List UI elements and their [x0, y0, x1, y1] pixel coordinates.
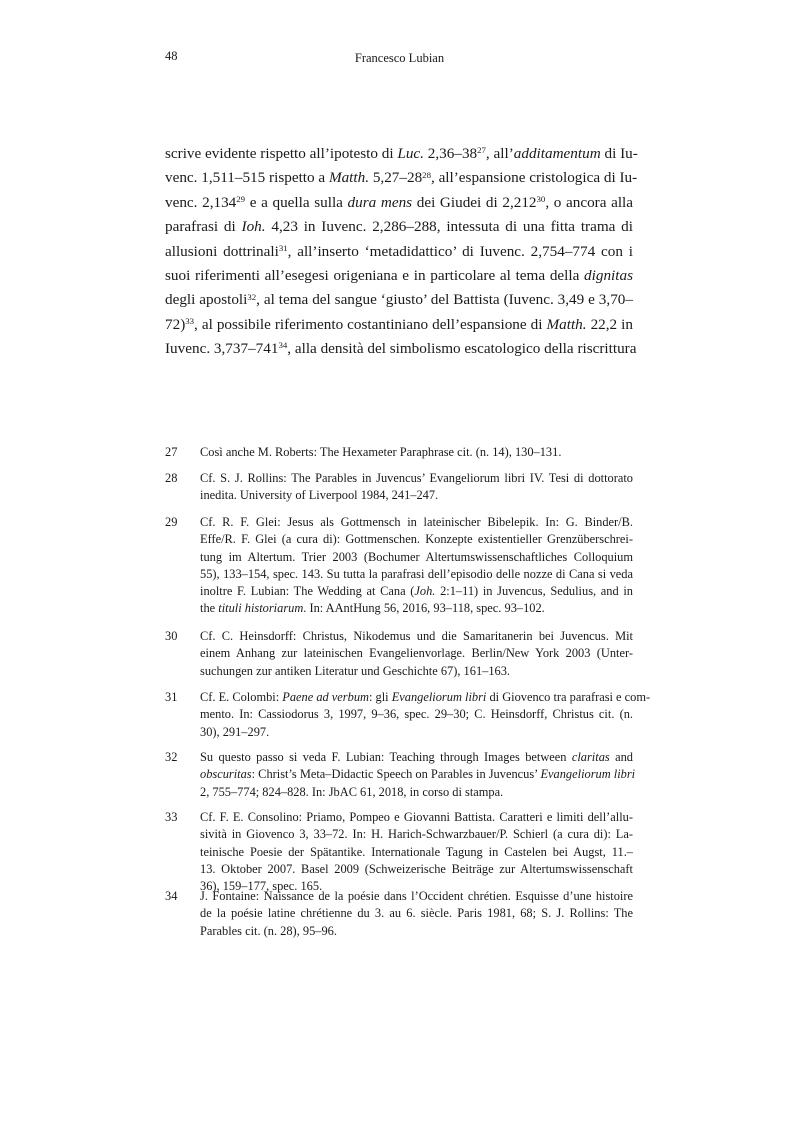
footnote-text	[200, 749, 636, 801]
text-line	[200, 724, 633, 741]
text-line	[200, 566, 633, 583]
text-run: 22,2 in	[586, 315, 633, 333]
body-paragraph	[165, 142, 638, 362]
italic-text: dura mens	[347, 193, 413, 211]
text-run: Su questo passo si veda F. Lubian: Teaching through Images between	[200, 750, 572, 764]
text-run: scrive evidente rispetto all’ipotesto di	[165, 145, 398, 162]
text-run: tung im Altertum. Trier 2003 (Bochumer Altertumswissenschaftliches Colloquium	[200, 549, 633, 564]
text-run: suoi riferimenti all’esegesi origeniana e in particolare al tema della	[165, 266, 585, 284]
text-run: . In: AAntHung 56, 2016, 93–118, spec. 93–102.	[303, 601, 545, 616]
text-line	[200, 766, 636, 783]
italic-text: Joh.	[414, 584, 436, 599]
text-run: e a quella sulla	[245, 193, 348, 211]
footnote-number: 34	[165, 889, 178, 903]
text-run: Cf. S. J. Rollins: The Parables in Juvencus’ Evangeliorum libri IV. Tesi di dottorato	[200, 471, 633, 485]
text-run: Effe/R. F. Glei (a cura di): Gottmenschen. Konzepte existentieller Grenzüberschrei-	[200, 532, 633, 547]
text-line	[200, 905, 633, 922]
italic-text: Luc.	[397, 145, 424, 162]
text-run: suchungen zur antiken Literatur und Geschichte 67), 161–163.	[200, 663, 511, 678]
italic-text: claritas	[571, 750, 610, 764]
italic-text: Matth.	[546, 315, 587, 333]
text-line	[165, 288, 633, 312]
text-line	[200, 645, 633, 662]
text-run: sività in Giovenco 3, 33–72. In: H. Harich-Schwarzbauer/P. Schierl (a cura di): La-	[200, 827, 633, 842]
text-line	[200, 628, 633, 645]
text-run: 30), 291–297.	[200, 724, 270, 739]
text-run: parafrasi di	[165, 218, 242, 236]
footnote-text	[200, 470, 633, 505]
text-run: Parables cit. (n. 28), 95–96.	[200, 923, 337, 938]
text-run: , o ancora alla	[545, 193, 634, 211]
text-run: 4,23 in Iuvenc. 2,286–288, intessuta di una fitta trama di	[265, 218, 634, 236]
footnote-text	[200, 514, 633, 618]
text-run: , al possibile riferimento costantiniano dell’espansione di	[194, 315, 547, 333]
text-run: 2:1–11) in Juvencus, Sedulius, and in	[435, 584, 633, 599]
text-run: Cf. F. E. Consolino: Priamo, Pompeo e Giovanni Battista. Caratteri e limiti dell’allu-	[200, 810, 633, 824]
text-run: J. Fontaine: Naissance de la poésie dans l’Occident chrétien. Esquisse d’une histoire	[200, 889, 633, 903]
footnote-number: 28	[165, 471, 178, 485]
text-run: 2,36–38	[423, 145, 478, 162]
footnote-ref: 28	[422, 169, 431, 180]
text-run: Iuvenc. 3,737–741	[165, 340, 279, 358]
italic-text: Matth.	[328, 169, 370, 187]
footnote-number: 31	[165, 690, 178, 704]
text-run: einem Anhang zur lateinischen Evangelienvorlage. Berlin/New York 2003 (Unter-	[200, 646, 633, 661]
text-run: dei Giudei di 2,212	[412, 193, 537, 211]
text-line	[200, 549, 633, 566]
text-line	[200, 514, 633, 531]
text-run: di Giovenco tra parafrasi e com-	[486, 690, 651, 704]
text-line	[200, 826, 633, 843]
text-run: , all’	[485, 145, 514, 162]
italic-text: Ioh.	[241, 218, 266, 236]
footnote-ref: 29	[236, 193, 246, 204]
text-run: 13. Oktober 2007. Basel 2009 (Schweizerische Beiträge zur Altertumswissenschaft	[200, 861, 633, 876]
text-run: Cf. R. F. Glei: Jesus als Gottmensch in lateinischer Bibelepik. In: G. Binder/B.	[200, 515, 633, 529]
text-line	[200, 663, 633, 680]
text-line	[200, 861, 633, 878]
footnote-ref: 31	[278, 242, 288, 253]
text-line	[200, 749, 633, 766]
text-run: , al tema del sangue ‘giusto’ del Battista (Iuvenc. 3,49 e 3,70–	[256, 291, 633, 309]
text-run: 55), 133–154, spec. 143. Su tutta la parafrasi dell’episodio delle nozze di Cana si veda	[200, 566, 633, 581]
text-run: mento. In: Cassiodorus 3, 1997, 9–36, spec. 29–30; C. Heinsdorff, Christus cit. (n.	[200, 707, 633, 722]
text-line	[200, 531, 633, 548]
text-line	[200, 923, 633, 940]
text-line	[200, 583, 633, 600]
footnote-text	[200, 444, 633, 461]
text-line	[200, 600, 633, 617]
footnote-ref: 33	[185, 315, 195, 326]
text-line	[165, 313, 633, 337]
text-line	[200, 784, 633, 801]
text-line	[165, 215, 633, 239]
text-run: : Christ’s Meta–Didactic Speech on Parables in Juvencus’	[251, 767, 541, 782]
footnote-ref: 30	[536, 193, 546, 204]
text-run: , all’espansione cristologica di Iu-	[430, 169, 638, 187]
footnote-ref: 27	[477, 145, 486, 156]
text-line	[165, 337, 637, 361]
text-run: : gli	[368, 690, 392, 704]
text-line	[165, 240, 633, 264]
text-run: 72)	[165, 315, 186, 333]
italic-text: Paene ad verbum	[282, 690, 369, 704]
text-line	[200, 689, 651, 706]
footnote-number: 32	[165, 750, 178, 764]
footnote-text	[200, 689, 651, 741]
text-run: venc. 1,511–515 rispetto a	[165, 169, 329, 187]
italic-text: dignitas	[584, 266, 633, 284]
text-run: degli apostoli	[165, 291, 248, 309]
text-run: Cf. E. Colombi:	[200, 690, 283, 704]
text-run: inedita. University of Liverpool 1984, 241–247.	[200, 488, 439, 503]
footnote-number: 29	[165, 515, 178, 529]
italic-text: Evangeliorum libri	[540, 767, 636, 782]
text-run: Cf. C. Heinsdorff: Christus, Nikodemus und die Samaritanerin bei Juvencus. Mit	[200, 629, 633, 643]
footnote-number: 33	[165, 810, 178, 824]
text-run: teinische Poesie der Spätantike. Internationale Tagung in Castelen bei Augst, 11.–	[200, 844, 633, 859]
footnote-text	[200, 628, 633, 680]
text-line	[165, 191, 633, 215]
italic-text: additamentum	[513, 145, 601, 162]
text-run: 36), 159–177, spec. 165.	[200, 879, 323, 894]
italic-text: tituli historiarum	[218, 601, 304, 616]
text-run: 5,27–28	[369, 169, 423, 187]
text-line	[200, 444, 633, 461]
text-run: , all’inserto ‘metadidattico’ di Iuvenc. 2,754–774 con i	[287, 242, 633, 260]
text-run: de la poésie latine chrétienne du 3. au 6. siècle. Paris 1981, 68; S. J. Rollins: The	[200, 906, 633, 921]
footnote-number: 27	[165, 445, 178, 459]
running-head: Francesco Lubian	[354, 51, 445, 65]
page-number: 48	[165, 49, 178, 63]
footnote-ref: 34	[278, 340, 288, 351]
text-run: , alla densità del simbolismo escatologico della riscrittura	[287, 340, 637, 358]
text-line	[200, 844, 633, 861]
footnote-text	[200, 809, 633, 895]
text-run: 2, 755–774; 824–828. In: JbAC 61, 2018, in corso di stampa.	[200, 784, 504, 799]
text-run: Così anche M. Roberts: The Hexameter Paraphrase cit. (n. 14), 130–131.	[200, 445, 562, 459]
footnote-number: 30	[165, 629, 178, 643]
text-line	[200, 888, 633, 905]
italic-text: obscuritas	[200, 767, 252, 782]
italic-text: Evangeliorum libri	[391, 690, 487, 704]
text-line	[200, 487, 633, 504]
text-run: allusioni dottrinali	[165, 242, 279, 260]
footnote-ref: 32	[247, 291, 257, 302]
text-run: the	[200, 601, 219, 616]
text-line	[165, 166, 638, 190]
text-line	[165, 142, 638, 166]
text-run: and	[609, 750, 633, 764]
text-line	[200, 809, 633, 826]
text-line	[165, 264, 633, 288]
text-line	[200, 706, 633, 723]
text-run: di Iu-	[600, 145, 638, 162]
text-run: inoltre F. Lubian: The Wedding at Cana (	[200, 584, 415, 599]
text-run: venc. 2,134	[165, 193, 237, 211]
text-line	[200, 470, 633, 487]
footnote-text	[200, 888, 633, 940]
